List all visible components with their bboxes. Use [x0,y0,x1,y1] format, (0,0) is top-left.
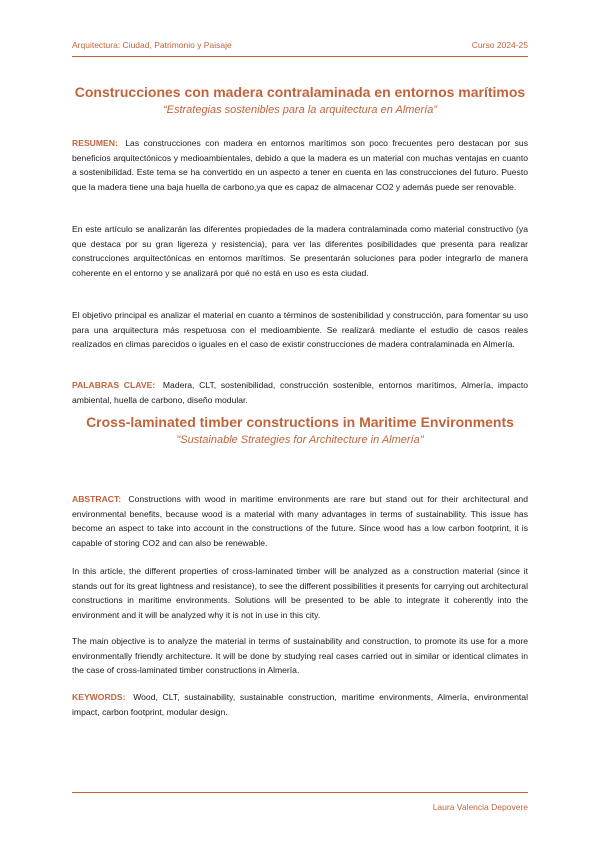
palabras-clave-paragraph [72,378,528,407]
resumen-text: Las construcciones con madera en entornos marítimos son poco frecuentes pero destacan por sus beneficios arquitectónicos y medioambientales, debido a que la madera es un material con muchas ventajas en cuanto a sostenibilidad. Este tema se ha convertido en un aspecto a tener en cuenta en las construcciones del futuro. Puesto que la madera tiene una baja huella de carbono,ya que es capaz de almacenar CO2 y además puede ser renovable. [72,138,529,192]
english-paragraph-3: The main objective is to analyze the material in terms of sustainability and construction, to promote its use for a more environmentally friendly architecture. It will be done by studying real cases carried out in similar or identical climates in the case of cross-laminated timber constructions in Almería. [72,636,528,676]
palabras-clave-label: PALABRAS CLAVE: [72,380,156,390]
footer-author: Laura Valencia Depovere [432,802,528,812]
spanish-subtitle: “Estrategias sostenibles para la arquitectura en Almería” [162,104,438,116]
spanish-title: Construcciones con madera contralaminada en entornos marítimos [74,84,526,100]
palabras-clave-text: Madera, CLT, sostenibilidad, construcción sostenible, entornos marítimos, Almería, impacto ambiental, huella de carbono, diseño modular. [72,380,528,405]
abstract-paragraph [72,492,528,550]
running-header [72,40,528,50]
abstract-label: ABSTRACT: [72,494,122,504]
keywords-label: KEYWORDS: [72,692,126,702]
footer-rule [72,792,528,793]
header-course-name: Arquitectura: Ciudad, Patrimonio y Paisaje [72,40,232,50]
keywords-paragraph [72,690,528,719]
english-title: Cross-laminated timber constructions in Maritime Environments [86,414,514,430]
resumen-label: RESUMEN: [72,138,118,148]
spanish-paragraph-3: El objetivo principal es analizar el material en cuanto a términos de sostenibilidad y construcción, para fomentar su uso para una arquitectura más respetuosa con el medioambiente. Se realizará mediante el estudio de casos reales realizados en climas parecidos o iguales en el caso de existir construcciones de madera contralaminada en Almería. [72,310,528,350]
header-rule [72,56,528,57]
resumen-paragraph [72,136,528,194]
spanish-paragraph-2: En este artículo se analizarán las diferentes propiedades de la madera contralaminada como material constructivo (ya que destaca por su gran ligereza y resistencia), para ver las diferentes posibilidades que presenta para realizar construcciones arquitectónicas en entornos marítimos. Se presentarán soluciones para poder integrarlo de manera coherente en el entorno y se analizará por qué no está en uso es esta ciudad. [72,224,528,278]
header-course-year: Curso 2024-25 [471,40,528,50]
abstract-text: Constructions with wood in maritime environments are rare but stand out for their architectural and environmental benefits, because wood is a material with many advantages in terms of sustainability. This issue has become an aspect to take into account in the constructions of the future. Since wood has a low carbon footprint, it is capable of storing CO2 and can also be renewable. [72,494,528,548]
english-paragraph-2: In this article, the different properties of cross-laminated timber will be analyzed as a construction material (since it stands out for its great lightness and resistance), to see the different possibilities it presents for carrying out architectural constructions in maritime environments. Solutions will be presented to be able to integrate it coherently into the environment and it will be analyzed why it is not in use in this city. [72,566,528,620]
keywords-text: Wood, CLT, sustainability, sustainable construction, maritime environments, Almería, environmental impact, carbon footprint, modular design. [72,692,528,717]
english-subtitle: "Sustainable Strategies for Architecture in Almería" [176,434,424,446]
